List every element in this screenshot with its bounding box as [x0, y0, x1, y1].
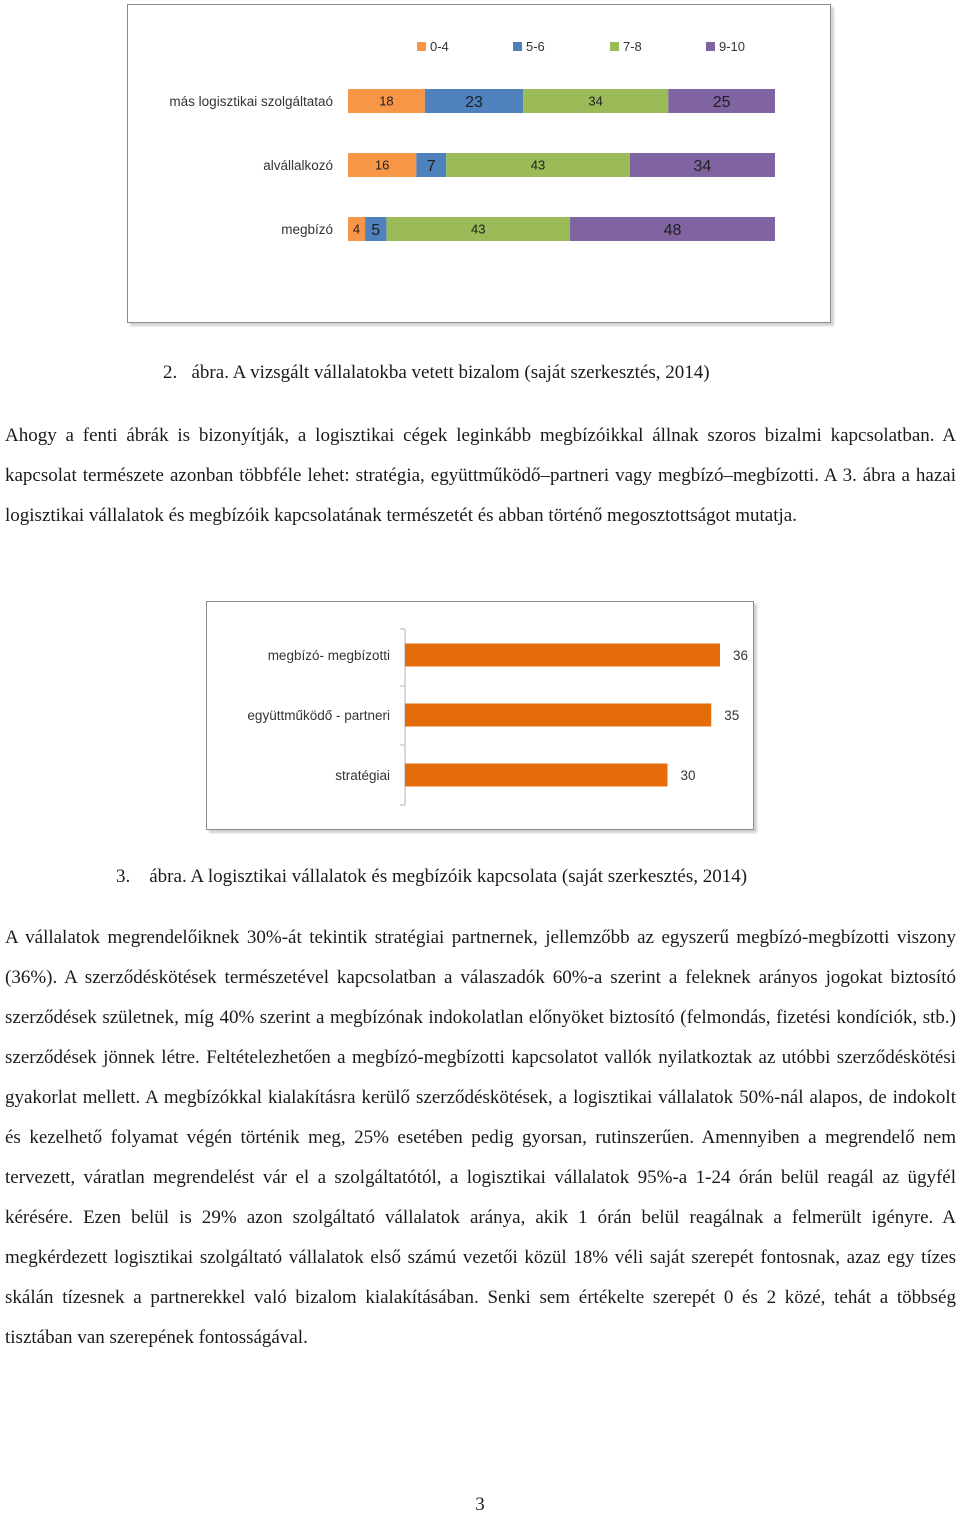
- data-label-megbizo-5-6: 5: [371, 221, 381, 239]
- body-paragraph-2: A vállalatok megrendelőiknek 30%-át tekintik stratégiai partnernek, jellemzőbb az egyszerű megbízó-megbízotti viszony (36%). A szerződéskötések természetével kapcsolatban a válaszadók 60%-a szerint a feleknek arányos jogokat biztosító szerződések születnek, míg 40% szerint a megbízónak indokolatlan előnyöket biztosító (felmondás, fizetési kondíciók, stb.) szerződések jönnek létre. Feltételezhetően a megbízó-megbízotti kapcsolatot vallók nyilatkoztak az utóbbi szerződéskötési gyakorlat mellett. A megbízókkal kialakításra kerülő szerződéskötések, a logisztikai vállalatok 50%-nál alapos, de indokolt és kezelhető folyamat végén történik meg, 25% esetében pedig gyorsan, rutinszerűen. Amennyiben a megrendelő nem tervezett, váratlan megrendelést vár el a szolgáltatótól, a logisztikai vállalatok 95%-a 1-24 órán belül reagál az ügyfél kérésére. Ezen belül is 29% azon szolgáltató vállalatok aránya, akik 1 órán belül reagálnak a felmerült igényre. A megkérdezett logisztikai szolgáltató vállalatok első számú vezetői közül 18% véli saját szerepét fontosnak, azaz egy tízes skálán tízesnek a partnerekkel való bizalom kialakításában. Senki sem értékelte szerepét 0 és 2 közé, tehát a többség tisztában van szerepének fontosságával.: [5, 927, 956, 1348]
- category-label-egyuttmukodo-partneri: együttműködő - partneri: [247, 708, 390, 723]
- data-label-megbizo-megbizotti: 36: [733, 648, 749, 663]
- category-label-mas-logisztikai-szolgaltatao: más logisztikai szolgáltataó: [169, 94, 333, 109]
- legend-5-6-swatch: [513, 42, 522, 51]
- category-label-alvallalkozo: alvállalkozó: [263, 158, 333, 173]
- data-label-alvallalkozo-7-8: 43: [530, 157, 546, 173]
- data-label-megbizo-0-4: 4: [352, 221, 361, 237]
- page-number: 3: [475, 1494, 485, 1515]
- figure-3-label: ábra.: [149, 866, 187, 887]
- bar-egyuttmukodo-partneri: [405, 704, 711, 727]
- figure-3-caption: [116, 866, 747, 888]
- figure-3-title: A logisztikai vállalatok és megbízóik kapcsolata (saját szerkesztés, 2014): [190, 866, 748, 887]
- data-label-alvallalkozo-0-4: 16: [374, 157, 390, 173]
- data-label-megbizo-9-10: 48: [663, 221, 682, 239]
- data-label-alvallalkozo-5-6: 7: [426, 157, 436, 175]
- figure-3-number: 3.: [116, 866, 131, 887]
- legend-0-4-swatch: [417, 42, 426, 51]
- category-label-megbizo-megbizotti: megbízó- megbízotti: [267, 648, 390, 663]
- data-label-mas-logisztikai-szolgaltatao-9-10: 25: [712, 93, 731, 111]
- category-label-megbizo: megbízó: [281, 222, 333, 237]
- legend-7-8-swatch: [610, 42, 619, 51]
- data-label-strategiai: 30: [680, 768, 696, 783]
- data-label-mas-logisztikai-szolgaltatao-5-6: 23: [465, 93, 483, 111]
- figure-2-number: 2.: [163, 362, 178, 383]
- trust-stacked-bar-chart: [127, 4, 831, 323]
- legend-9-10-label: 9-10: [719, 39, 746, 54]
- relationship-chart-svg: [207, 602, 753, 829]
- legend-0-4-label: 0-4: [430, 39, 449, 54]
- figure-2-label: ábra.: [191, 362, 229, 383]
- figure-2-title: A vizsgált vállalatokba vetett bizalom (saját szerkesztés, 2014): [232, 362, 710, 383]
- data-label-egyuttmukodo-partneri: 35: [724, 708, 740, 723]
- category-label-strategiai: stratégiai: [335, 768, 390, 783]
- data-label-megbizo-7-8: 43: [471, 221, 486, 237]
- bar-strategiai: [405, 764, 668, 787]
- relationship-bar-chart: [206, 601, 754, 830]
- figure-2-caption: [163, 362, 710, 384]
- legend-5-6-label: 5-6: [526, 39, 545, 54]
- bar-megbizo-megbizotti: [405, 644, 720, 667]
- body-paragraph-1: Ahogy a fenti ábrák is bizonyítják, a logisztikai cégek leginkább megbízóikkal állnak szoros bizalmi kapcsolatban. A kapcsolat természete azonban többféle lehet: stratégia, együttműködő–partneri vagy megbízó–megbízotti. A 3. ábra a hazai logisztikai vállalatok és megbízóik kapcsolatának természetét és abban történő megosztottságot mutatja.: [5, 425, 956, 526]
- legend-7-8-label: 7-8: [623, 39, 642, 54]
- data-label-alvallalkozo-9-10: 34: [693, 157, 712, 175]
- data-label-mas-logisztikai-szolgaltatao-0-4: 18: [379, 93, 394, 109]
- trust-chart-svg: [128, 5, 830, 322]
- data-label-mas-logisztikai-szolgaltatao-7-8: 34: [588, 93, 603, 109]
- legend-9-10-swatch: [706, 42, 715, 51]
